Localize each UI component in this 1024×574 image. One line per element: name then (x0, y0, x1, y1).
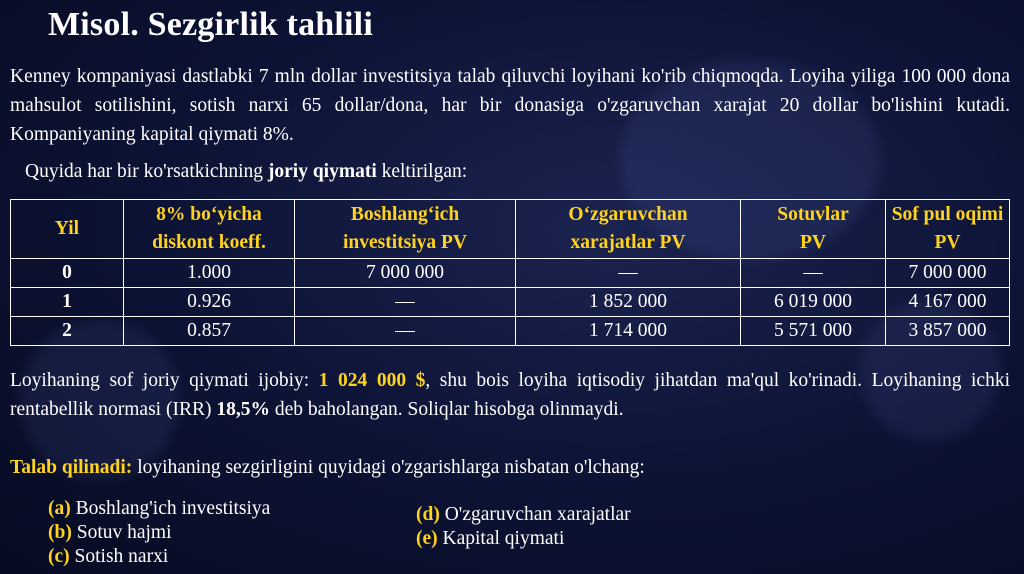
table-cell: 7 000 000 (295, 259, 516, 288)
table-row (11, 317, 1010, 346)
caption-text: Quyida har bir ko'rsatkichning (25, 161, 268, 182)
header-initial-investment (295, 200, 516, 259)
caption-text-end: keltirilgan: (376, 161, 468, 182)
table-row (11, 259, 1010, 288)
table-cell: 0.857 (124, 317, 295, 346)
list-text: Kapital qiymati (437, 528, 565, 549)
header-line: diskont koeff. (152, 232, 266, 253)
header-year (11, 200, 124, 259)
result-text: deb baholangan. Soliqlar hisobga olinmaydi. (269, 399, 624, 420)
list-letter: (c) (48, 546, 70, 567)
list-letter: (d) (416, 504, 440, 525)
header-discount-factor (124, 200, 295, 259)
table-cell: 1 852 000 (516, 288, 741, 317)
header-line: O‘zgaruvchan (568, 204, 688, 225)
header-sales (741, 200, 886, 259)
table-cell: — (516, 259, 741, 288)
table-cell: 1 714 000 (516, 317, 741, 346)
sensitivity-list-right (416, 503, 631, 551)
header-variable-costs (516, 200, 741, 259)
task-paragraph (10, 453, 1010, 482)
table-cell: — (295, 288, 516, 317)
header-line: investitsiya PV (342, 232, 468, 253)
result-paragraph (10, 366, 1010, 424)
table-cell-year: 0 (11, 259, 124, 288)
table-row (11, 288, 1010, 317)
task-text: loyihaning sezgirligini quyidagi o'zgarishlarga nisbatan o'lchang: (132, 457, 645, 478)
header-line: 8% bo‘yicha (156, 204, 262, 225)
list-text: Sotuv hajmi (71, 522, 172, 543)
list-item (48, 521, 270, 545)
sensitivity-list-left (48, 497, 270, 569)
npv-value: 1 024 000 $ (318, 370, 426, 391)
irr-value: 18,5% (216, 399, 270, 420)
header-line: Yil (54, 218, 80, 239)
table-header-row (11, 200, 1010, 259)
table-cell: — (295, 317, 516, 346)
table-cell-year: 1 (11, 288, 124, 317)
caption-bold: joriy qiymati (267, 161, 377, 182)
result-text: Loyihaning sof joriy qiymati ijobiy: (10, 370, 319, 391)
list-letter: (a) (48, 498, 71, 519)
table-cell: 7 000 000 (886, 259, 1010, 288)
header-line: Boshlang‘ich (350, 204, 460, 225)
slide-title: Misol. Sezgirlik tahlili (48, 6, 373, 43)
list-letter: (b) (48, 522, 72, 543)
intro-paragraph: Kenney kompaniyasi dastlabki 7 mln dollar investitsiya talab qiluvchi loyihani ko'rib chiqmoqda. Loyiha yiliga 100 000 dona mahsulot sotilishini, sotish narxi 65 dollar/dona, har bir donasiga o'zgaruvchan xarajat 20 dollar bo'lishini kutadi. Kompaniyaning kapital qiymati 8%. (10, 66, 1010, 145)
header-net-cash-flow (886, 200, 1010, 259)
table-cell: 0.926 (124, 288, 295, 317)
table-cell: 1.000 (124, 259, 295, 288)
list-item (416, 503, 631, 527)
list-text: O'zgaruvchan xarajatlar (439, 504, 631, 525)
header-line: Sotuvlar (777, 204, 849, 225)
header-line: Sof pul oqimi (891, 204, 1004, 225)
list-text: Sotish narxi (69, 546, 169, 567)
table-cell: 5 571 000 (741, 317, 886, 346)
table-cell: 4 167 000 (886, 288, 1010, 317)
list-letter: (e) (416, 528, 438, 549)
table-cell: 3 857 000 (886, 317, 1010, 346)
header-line: PV (934, 232, 961, 253)
result-text: , shu bois loyiha iqtisodiy jihatdan ma'qul ko'rinadi. Loyihaning ichki rentabellik normasi (IRR) (10, 370, 1011, 420)
list-item (48, 545, 270, 569)
list-item (48, 497, 270, 521)
list-text: Boshlang'ich investitsiya (70, 498, 271, 519)
list-item (416, 527, 631, 551)
header-line: xarajatlar PV (570, 232, 686, 253)
table-cell: — (741, 259, 886, 288)
present-value-table (10, 199, 1010, 346)
table-caption (25, 157, 1010, 186)
task-label: Talab qilinadi: (10, 457, 133, 478)
table-cell-year: 2 (11, 317, 124, 346)
header-line: PV (800, 232, 826, 253)
table-cell: 6 019 000 (741, 288, 886, 317)
